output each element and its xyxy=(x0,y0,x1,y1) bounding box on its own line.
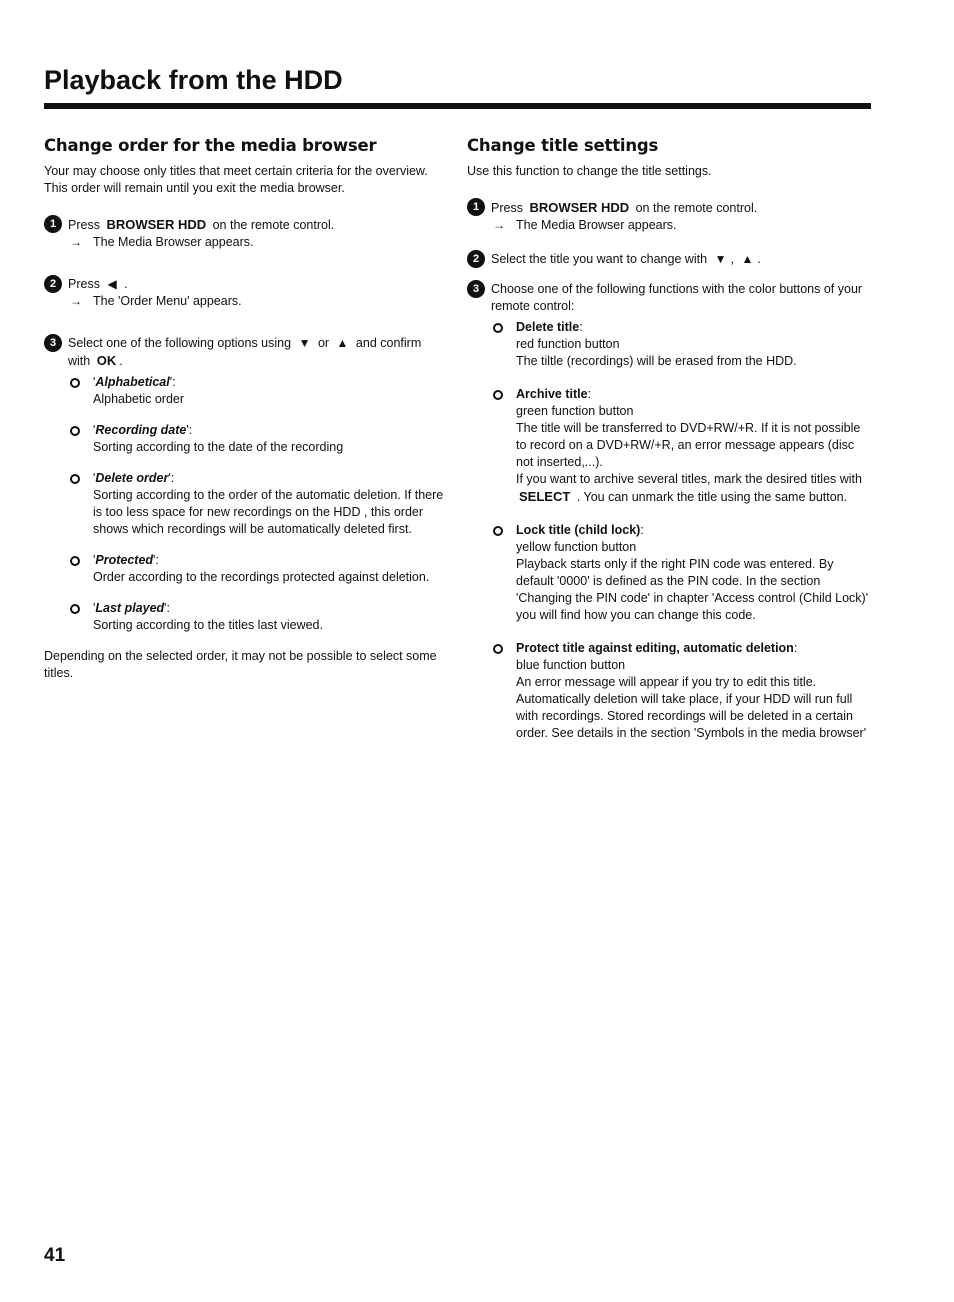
option-desc: An error message will appear if you try to edit this title. Automatically deletion will take place, if your HDD will run full with recordings. Stored recordings will be deleted in a certain order. See details in the section 'Symbols in the media browser' xyxy=(516,675,867,740)
arrow-right-icon: → xyxy=(70,294,82,308)
option-button: blue function button xyxy=(516,658,626,672)
step-text-post: . xyxy=(757,252,761,266)
option-delete-order: 'Delete order': Sorting according to the order of the automatic deletion. If there is too less space for new recordings on the HDD , this order shows which recordings will be automatically deleted first. xyxy=(68,470,446,538)
step-number-2-icon: 2 xyxy=(467,250,485,268)
option-name: Alphabetical xyxy=(95,375,170,389)
title-rule xyxy=(44,103,871,109)
step-text-sep: , xyxy=(730,252,734,266)
key-ok: OK xyxy=(96,353,117,368)
option-archive-title: Archive title: green function button The title will be transferred to DVD+RW/+R. If it is not possible to record on a DVD+RW/+R, an error message appears (disc not inserted,...). If you want to archive several titles, mark the desired titles with SELECT . You can unmark the title using the same button. xyxy=(491,386,872,506)
step-result-text: The Media Browser appears. xyxy=(93,235,254,249)
step-3 xyxy=(44,334,446,634)
function-options-list xyxy=(491,319,872,742)
step-text-end: . xyxy=(119,354,123,368)
option-desc-2 xyxy=(516,471,872,506)
step-text-pre: Select the title you want to change with xyxy=(491,252,708,266)
ring-bullet-icon xyxy=(493,644,503,654)
left-arrow-key-icon: ◀ xyxy=(107,277,117,291)
option-lock-title: Lock title (child lock): yellow function button Playback starts only if the right PIN code was entered. By default '0000' is defined as the PIN code. In the section 'Changing the PIN code' in chapter 'Access control (Child Lock)' you will find how you can change this code. xyxy=(491,522,872,624)
step-text-pre: Press xyxy=(491,201,523,215)
step-result xyxy=(68,234,446,251)
order-options-list xyxy=(68,374,446,634)
ring-bullet-icon xyxy=(493,526,503,536)
key-browser-hdd: BROWSER HDD xyxy=(529,200,630,215)
step-text-pre: Press xyxy=(68,277,100,291)
section-change-order xyxy=(44,134,446,682)
step-number-1-icon: 1 xyxy=(44,215,62,233)
option-name: Archive title xyxy=(516,387,588,401)
option-delete-title: Delete title: red function button The tiltle (recordings) will be erased from the HDD. xyxy=(491,319,872,370)
step-text-pre: Select one of the following options using xyxy=(68,336,292,350)
step-number-3-icon: 3 xyxy=(467,280,485,298)
key-browser-hdd: BROWSER HDD xyxy=(106,217,207,232)
step-1 xyxy=(44,215,446,251)
step-text-post: and confirm with xyxy=(68,336,422,368)
step-number-3-icon: 3 xyxy=(44,334,62,352)
ring-bullet-icon xyxy=(70,604,80,614)
step-text xyxy=(68,216,446,234)
option-desc-2-post: . You can unmark the title using the same button. xyxy=(576,490,848,504)
page-title: Playback from the HDD xyxy=(44,65,343,95)
ring-bullet-icon xyxy=(70,556,80,566)
step-text xyxy=(44,335,446,370)
option-name: Protected xyxy=(95,553,154,567)
option-button: yellow function button xyxy=(516,540,637,554)
ring-bullet-icon xyxy=(70,378,80,388)
ring-bullet-icon xyxy=(70,426,80,436)
option-desc: The title will be transferred to DVD+RW/+R. If it is not possible to record on a DVD+RW/+R, an error message appears (disc not inserted,...). xyxy=(516,421,861,469)
step-result-text: The Media Browser appears. xyxy=(516,218,677,232)
ring-bullet-icon xyxy=(493,323,503,333)
option-desc: The tiltle (recordings) will be erased from the HDD. xyxy=(516,354,797,368)
option-desc: Playback starts only if the right PIN code was entered. By default '0000' is defined as the PIN code. In the section 'Changing the PIN code' in chapter 'Access control (Child Lock)' you will find how you can change this code. xyxy=(516,557,869,622)
option-last-played: 'Last played': Sorting according to the titles last viewed. xyxy=(68,600,446,634)
step-text-post: . xyxy=(124,277,128,291)
step-1 xyxy=(467,198,872,234)
ring-bullet-icon xyxy=(70,474,80,484)
step-text xyxy=(68,276,446,293)
intro-text: Use this function to change the title settings. xyxy=(467,164,712,178)
footnote-text: Depending on the selected order, it may not be possible to select some titles. xyxy=(44,649,437,680)
section-change-title-settings xyxy=(467,134,872,758)
step-2 xyxy=(44,275,446,310)
option-name: Last played xyxy=(95,601,165,615)
key-select: SELECT xyxy=(519,489,571,504)
step-result-text: The 'Order Menu' appears. xyxy=(93,294,242,308)
option-protected: 'Protected': Order according to the recordings protected against deletion. xyxy=(68,552,446,586)
option-recording-date: 'Recording date': Sorting according to the date of the recording xyxy=(68,422,446,456)
option-desc-2-pre: If you want to archive several titles, mark the desired titles with xyxy=(516,472,862,486)
step-3 xyxy=(467,280,872,742)
intro-text: Your may choose only titles that meet certain criteria for the overview. This order will remain until you exit the media browser. xyxy=(44,164,428,195)
step-2 xyxy=(467,250,872,268)
step-result xyxy=(68,293,446,310)
page-number: 41 xyxy=(44,1245,66,1266)
option-name: Delete order xyxy=(95,471,169,485)
option-protect-title: Protect title against editing, automatic deletion: blue function button An error message will appear if you try to edit this title. Automatically deletion will take place, if your HDD will run full with recordings. Stored recordings will be deleted in a certain order. See details in the section 'Symbols in the media browser' xyxy=(491,640,872,742)
ring-bullet-icon xyxy=(493,390,503,400)
option-desc: Alphabetic order xyxy=(93,392,185,406)
option-desc: Sorting according to the date of the recording xyxy=(93,440,344,454)
down-arrow-key-icon: ▼ xyxy=(298,336,311,350)
step-text xyxy=(491,199,872,217)
section-heading-change-title-settings: Change title settings xyxy=(467,136,659,155)
step-result xyxy=(491,217,872,234)
option-desc: Sorting according to the titles last viewed. xyxy=(93,618,323,632)
option-name: Recording date xyxy=(95,423,187,437)
step-text-pre: Press xyxy=(68,218,100,232)
option-name: Delete title xyxy=(516,320,580,334)
arrow-right-icon: → xyxy=(493,218,505,232)
step-text-post: on the remote control. xyxy=(635,201,758,215)
option-alphabetical: 'Alphabetical': Alphabetic order xyxy=(68,374,446,408)
option-button: green function button xyxy=(516,404,634,418)
up-arrow-key-icon: ▲ xyxy=(336,336,349,350)
step-text: Choose one of the following functions with the color buttons of your remote control: xyxy=(491,282,863,313)
step-number-1-icon: 1 xyxy=(467,198,485,216)
step-number-2-icon: 2 xyxy=(44,275,62,293)
down-arrow-key-icon: ▼ xyxy=(714,252,727,266)
up-arrow-key-icon: ▲ xyxy=(741,252,754,266)
step-text-mid: or xyxy=(317,336,330,350)
option-desc: Sorting according to the order of the automatic deletion. If there is too less space for new recordings on the HDD , this order shows which recordings will be automatically deleted first. xyxy=(93,488,444,536)
option-name: Lock title (child lock) xyxy=(516,523,641,537)
step-text xyxy=(491,251,872,268)
section-heading-change-order: Change order for the media browser xyxy=(44,136,377,155)
option-name: Protect title against editing, automatic deletion xyxy=(516,641,794,655)
step-text-post: on the remote control. xyxy=(212,218,335,232)
arrow-right-icon: → xyxy=(70,235,82,249)
option-button: red function button xyxy=(516,337,620,351)
option-desc: Order according to the recordings protected against deletion. xyxy=(93,570,430,584)
